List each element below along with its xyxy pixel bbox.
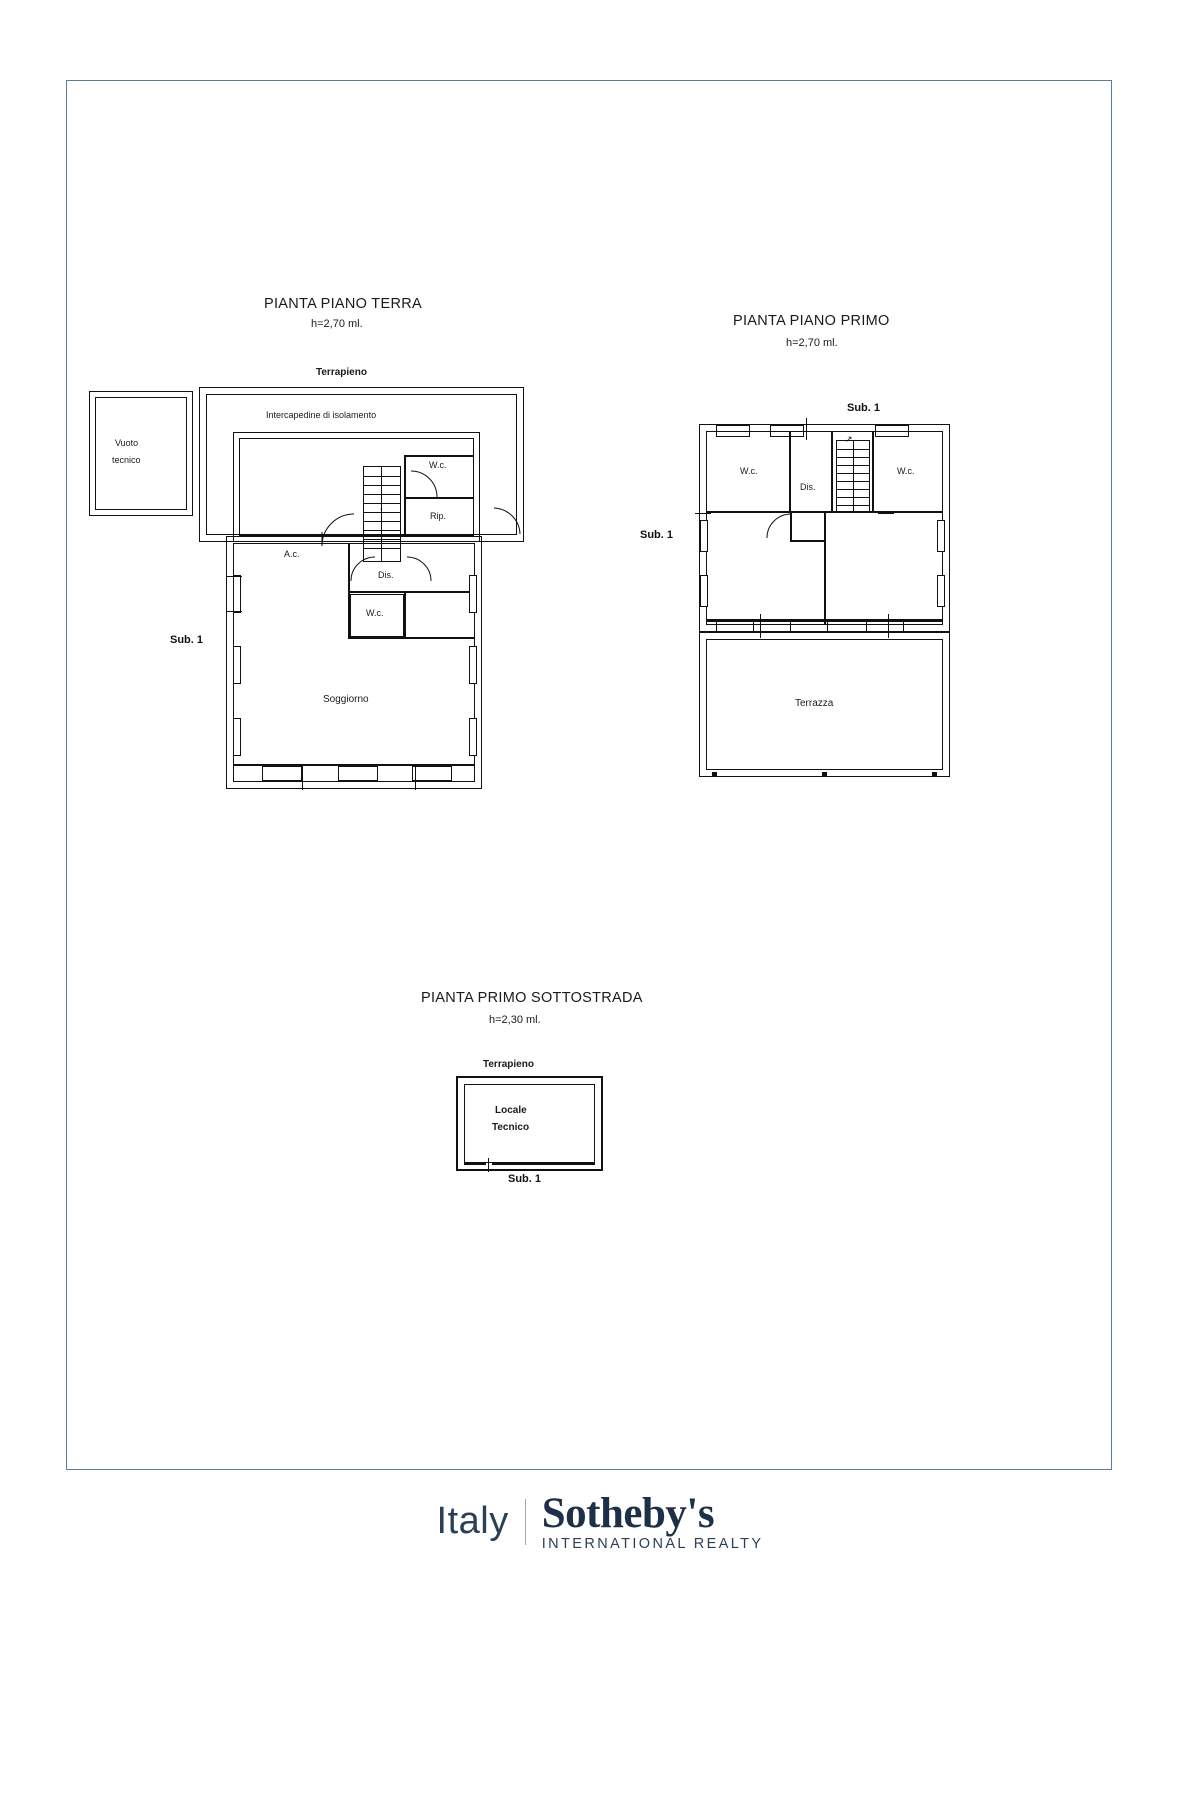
logo-sothebys-text: Sotheby's [541,1490,715,1537]
wall-dis-bottom [348,591,474,593]
stair-rail [853,440,854,512]
label-terrapieno-ground: Terrapieno [316,367,367,378]
stair-tread [363,503,401,504]
door-arc-icon [766,513,792,539]
wall-soggiorno-top [348,637,474,639]
door-arc-icon [492,506,522,536]
label-dis-ground: Dis. [378,570,394,580]
plan-height-basement: h=2,30 ml. [489,1014,541,1026]
stair-arrow-icon: ↑ [379,505,384,515]
stair-tread [363,494,401,495]
wall-basement-bottom-left [464,1163,486,1165]
window-top-1 [716,425,750,437]
label-wc-right-first: W.c. [897,466,915,476]
wall-first-3 [872,431,874,513]
door-arc-icon [320,512,360,548]
window-bottom-3 [412,766,452,781]
label-terrapieno-basement: Terrapieno [483,1059,534,1070]
label-ac-ground: A.c. [284,549,300,559]
window-first-right-1 [937,520,945,552]
label-locale-2: Tecnico [492,1122,530,1133]
terrace-post [822,772,827,777]
window-tick [415,764,416,790]
window-first-left-2 [700,575,708,607]
wall-first-center-vert [824,513,826,625]
door-arc-icon [350,556,376,582]
terrace-post [932,772,937,777]
label-dis-first: Dis. [800,482,816,492]
label-wc-left-first: W.c. [740,466,758,476]
label-sub-first-left: Sub. 1 [640,529,674,541]
label-sub-ground: Sub. 1 [170,634,204,646]
logo-italy-text: Italy [436,1500,509,1543]
label-soggiorno: Soggiorno [323,694,369,705]
label-intercapedine: Intercapedine di isolamento [266,410,377,420]
window-left-1 [233,575,241,613]
label-sub-basement: Sub. 1 [508,1173,542,1185]
logo-divider [525,1499,526,1545]
window-bottom-1 [262,766,302,781]
door-arc-icon [406,556,432,582]
wall-wc-top [404,455,474,457]
window-left-2 [233,646,241,684]
door-arc-icon [410,470,440,498]
window-tick [695,513,711,514]
basement-inner [464,1084,595,1163]
window-first-right-2 [937,575,945,607]
wall-wc-lower-right [404,593,406,638]
stair-tread [363,485,401,486]
vuoto-tecnico-inner [95,397,187,510]
label-sub-first-top: Sub. 1 [847,402,881,414]
sheet-border [66,80,1112,1470]
label-locale-1: Locale [495,1105,527,1116]
stair-tread [363,476,401,477]
window-right-1 [469,575,477,613]
window-tick [226,576,242,577]
window-right-2 [469,646,477,684]
stair-tread [363,521,401,522]
stair-arrow-icon: ↗ [845,434,853,444]
wall-first-1 [789,431,791,513]
wall-first-2 [831,431,833,513]
label-vuoto-tecnico-1: Vuoto [115,438,139,448]
plan-title-ground-floor: PIANTA PIANO TERRA [264,296,422,312]
label-wc-top-ground: W.c. [429,460,447,470]
window-top-2 [770,425,804,437]
footer-logo [0,1492,1200,1552]
label-vuoto-tecnico-2: tecnico [112,455,141,465]
window-left-3 [233,718,241,756]
wall-basement-bottom-right [492,1163,595,1165]
window-right-3 [469,718,477,756]
plan-title-basement: PIANTA PRIMO SOTTOSTRADA [421,990,643,1006]
label-rip-ground: Rip. [430,511,447,521]
window-bottom-2 [338,766,378,781]
logo-international-realty-text: INTERNATIONAL REALTY [541,1536,764,1552]
window-top-3 [875,425,909,437]
window-tick [226,611,242,612]
label-terrazza: Terrazza [795,698,834,709]
window-tick [806,418,807,440]
plan-title-first-floor: PIANTA PIANO PRIMO [733,313,890,329]
window-tick [302,764,303,790]
terrace-post [712,772,717,777]
wall-first-center-horz [790,540,826,542]
label-wc-lower-ground: W.c. [366,608,384,618]
door-tick [488,1158,489,1172]
plan-height-first-floor: h=2,70 ml. [786,337,838,349]
wall-wc-rip-left [404,455,406,536]
stair-tread [363,530,401,531]
window-tick [878,513,894,514]
plan-height-ground-floor: h=2,70 ml. [311,318,363,330]
window-first-left-1 [700,520,708,552]
